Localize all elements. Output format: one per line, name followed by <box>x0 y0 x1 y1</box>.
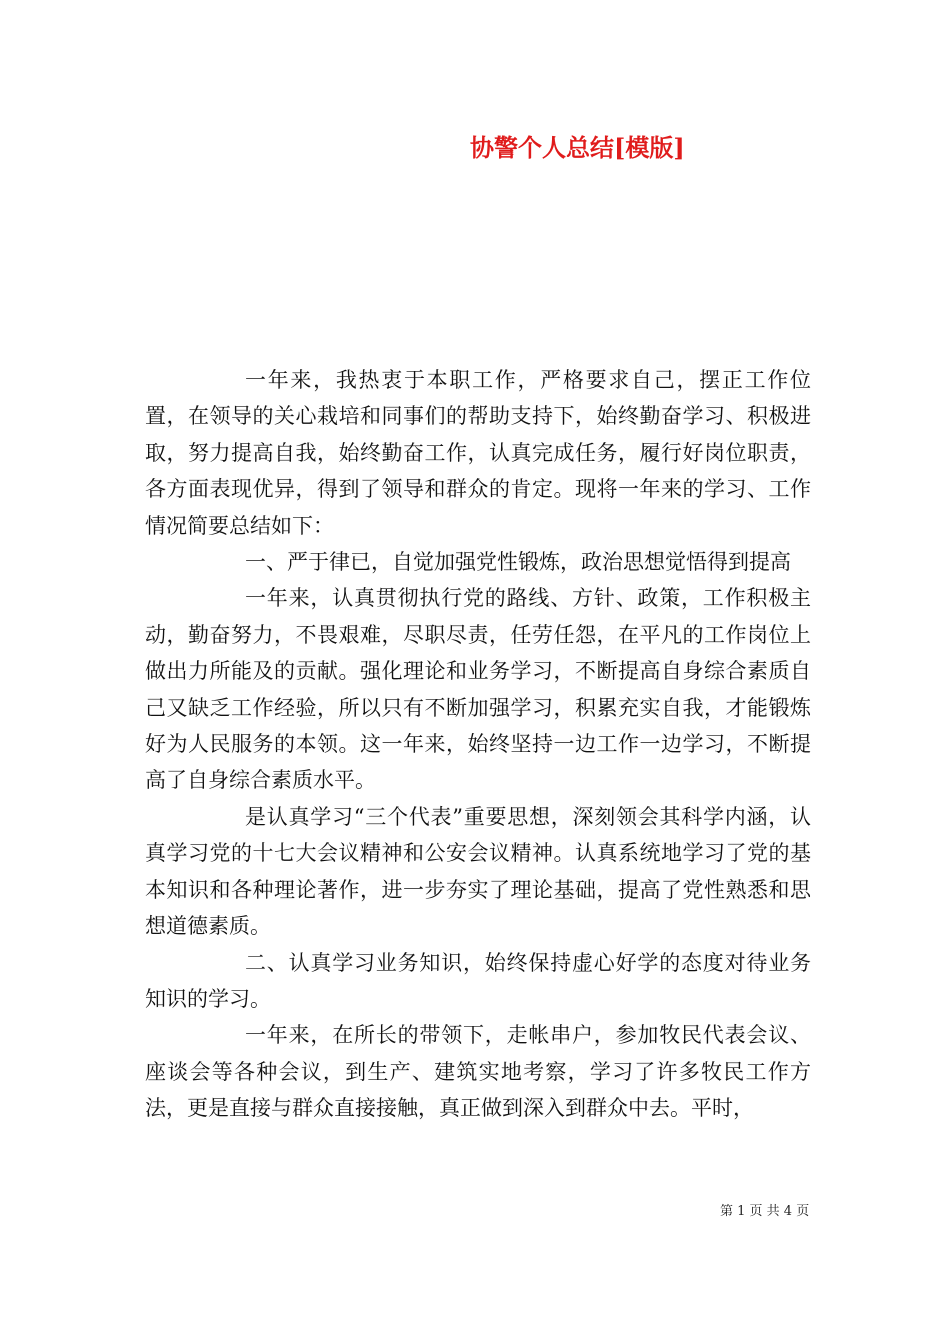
paragraph-intro: 一年来，我热衷于本职工作，严格要求自己，摆正工作位置，在领导的关心栽培和同事们的帮助支持下，始终勤奋学习、积极进取，努力提高自我，始终勤奋工作，认真完成任务，履行好岗位职责，各方面表现优异，得到了领导和群众的肯定。现将一年来的学习、工作情况简要总结如下： <box>145 368 811 538</box>
section-heading-1: 一、严于律已，自觉加强党性锻炼，政治思想觉悟得到提高 <box>245 550 791 575</box>
paragraph-section-1: 一年来，认真贯彻执行党的路线、方针、政策，工作积极主动，勤奋努力，不畏艰难，尽职尽责，任劳任怨，在平凡的工作岗位上做出力所能及的贡献。强化理论和业务学习，不断提高自身综合素质自己又缺乏工作经验，所以只有不断加强学习，积累充实自我，才能锻炼好为人民服务的本领。这一年来，始终坚持一边工作一边学习，不断提高了自身综合素质水平。 <box>145 586 811 793</box>
document-title: 协警个人总结[模版] <box>470 133 685 162</box>
paragraph-section-2: 一年来，在所长的带领下，走帐串户，参加牧民代表会议、座谈会等各种会议，到生产、建筑实地考察，学习了许多牧民工作方法，更是直接与群众直接接触，真正做到深入到群众中去。平时， <box>145 1023 811 1121</box>
section-heading-2: 二、认真学习业务知识，始终保持虚心好学的态度对待业务知识的学习。 <box>145 950 811 1011</box>
document-body <box>145 362 811 1127</box>
paragraph-theory-study: 是认真学习“三个代表”重要思想，深刻领会其科学内涵，认真学习党的十七大会议精神和公安会议精神。认真系统地学习了党的基本知识和各种理论著作，进一步夯实了理论基础，提高了党性熟悉和思想道德素质。 <box>145 804 811 939</box>
page-number: 第 1 页 共 4 页 <box>720 1204 810 1219</box>
